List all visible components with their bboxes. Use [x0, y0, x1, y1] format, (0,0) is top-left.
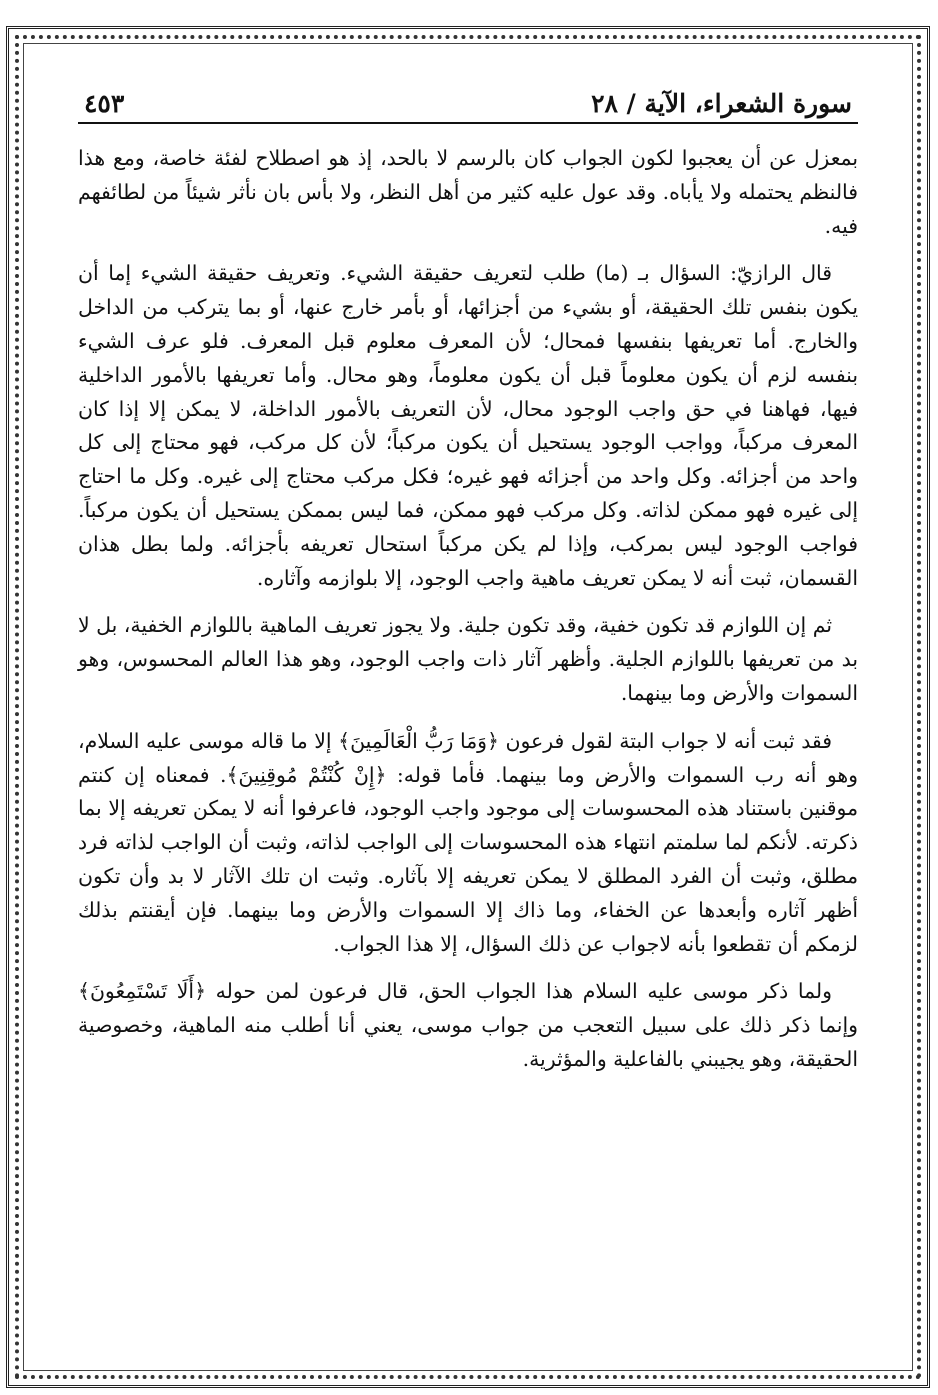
paragraph: ثم إن اللوازم قد تكون خفية، وقد تكون جلية. ولا يجوز تعريف الماهية باللوازم الخفية، بل لا بد من تعريفها باللوازم الجلية. وأظهر آثار ذات واجب الوجود، وهو هذا العالم المحسوس، وهو السموات والأرض وما بينهما.	[78, 613, 858, 705]
paragraph: فقد ثبت أنه لا جواب البتة لقول فرعون ﴿وَمَا رَبُّ الْعَالَمِينَ﴾ إلا ما قاله موسى عليه السلام، وهو أنه رب السموات والأرض وما بينهما. فأما قوله: ﴿إِنْ كُنْتُمْ مُوقِنِينَ﴾. فمعناه إن كنتم موقنين باستناد هذه المحسوسات إلى موجود واجب الوجود، فاعرفوا أنه لا يمكن تعريفه إلا بما ذكرته. لأنكم لما سلمتم انتهاء هذه المحسوسات إلى الواجب لذاته، وثبت أن الواجب لذاته فرد مطلق، وثبت أن الفرد المطلق لا يمكن تعريفه إلا بآثاره. وثبت ان تلك الآثار لا بد وأن تكون أظهر آثاره وأبعدها عن الخفاء، وما ذاك إلا السموات والأرض وما بينهما. فإن أيقنتم بذلك لزمكم أن تقطعوا بأنه لاجواب عن ذلك السؤال، إلا هذا الجواب.	[78, 728, 858, 956]
running-header	[78, 78, 858, 124]
paragraph: ولما ذكر موسى عليه السلام هذا الجواب الحق، قال فرعون لمن حوله ﴿أَلَا تَسْتَمِعُونَ﴾ وإنما ذكر ذلك على سبيل التعجب من جواب موسى، يعني أنا أطلب منه الماهية، وخصوصية الحقيقة، وهو يجيبني بالفاعلية والمؤثرية.	[78, 979, 858, 1071]
page-number: ٤٥٣	[84, 89, 125, 118]
paragraph: قال الرازيّ: السؤال بـ (ما) طلب لتعريف حقيقة الشيء. وتعريف حقيقة الشيء إما أن يكون بنفس تلك الحقيقة، أو بشيء من أجزائها، أو بأمر خارج عنها، أو بما يتركب من الداخل والخارج. أما تعريفها بنفسها فمحال؛ لأن المعرف معلوم قبل المعرف. فلو عرف الشيء بنفسه لزم أن يكون معلوماً قبل أن يكون معلوماً، وهو محال. وأما تعريفها بالأمور الداخلية فيها، فهاهنا في حق واجب الوجود محال، لأن التعريف بالأمور الداخلة، لا يمكن إلا إذا كان المعرف مركباً، وواجب الوجود يستحيل أن يكون مركباً؛ لأن كل مركب، فهو محتاج إلى كل واحد من أجزائه. وكل واحد من أجزائه فهو غيره؛ فكل مركب محتاج إلى غيره. وكل ما احتاج إلى غيره فهو ممكن لذاته. وكل مركب فهو ممكن، فما ليس بممكن يستحيل أن يكون مركباً. فواجب الوجود ليس بمركب، وإذا لم يكن مركباً استحال تعريفه بأجزائه. ولما بطل هذان القسمان، ثبت أنه لا يمكن تعريف ماهية واجب الوجود، إلا بلوازمه وآثاره.	[78, 261, 858, 590]
running-title: سورة الشعراء، الآية / ٢٨	[591, 89, 852, 118]
page-body	[78, 142, 858, 1077]
paragraph: بمعزل عن أن يعجبوا لكون الجواب كان بالرسم لا بالحد، إذ هو اصطلاح لفئة خاصة، ومع هذا فالنظم يحتمله ولا يأباه. وقد عول عليه كثير من أهل النظر، ولا بأس بان نأثر شيئاً من لطائفهم فيه.	[78, 146, 858, 238]
book-page	[78, 78, 858, 1328]
